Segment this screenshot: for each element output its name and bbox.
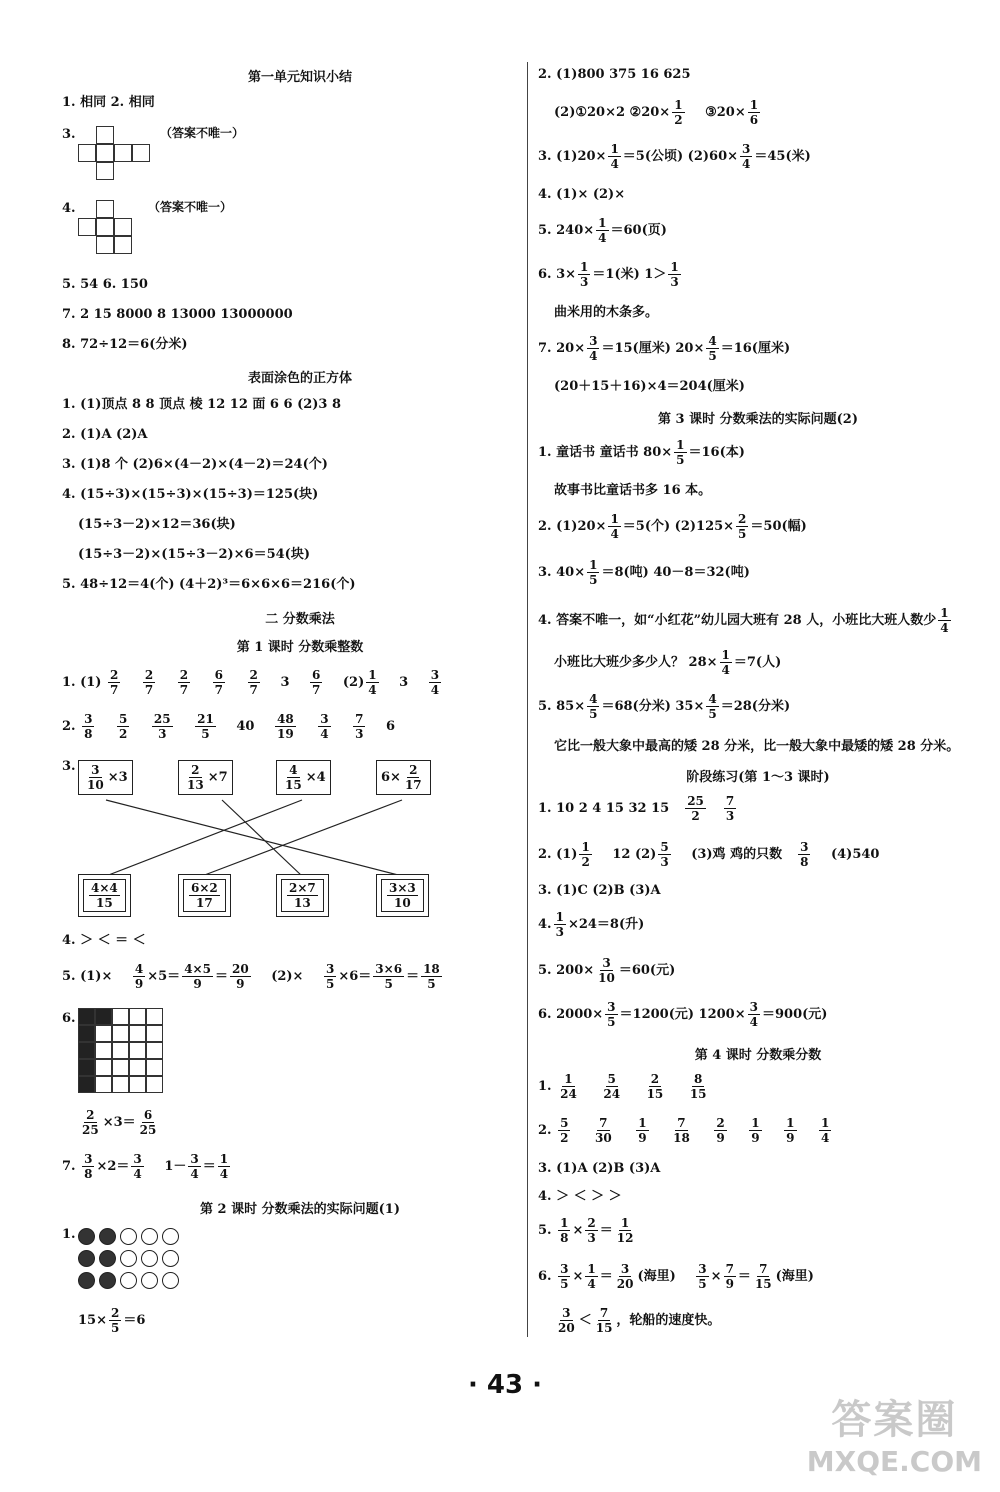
- answer-line-fractions: 2. (1)20× $\frac{1}{4}$ ＝5(个) (2)125× $\frac{2}{5}$ ＝50(幅): [538, 512, 807, 541]
- answer-line: (15÷3－2)×(15÷3－2)×6＝54(块): [78, 547, 310, 562]
- answer-label: 3.: [62, 127, 76, 142]
- answer-line: 4. ＞ ＜ ＞ ＞: [538, 1189, 622, 1204]
- section-title-stage-practice: 阶段练习(第 1～3 课时): [686, 770, 830, 785]
- grid-cell: [78, 1008, 95, 1025]
- answer-line: 3. (1)C (2)B (3)A: [538, 883, 661, 898]
- section-title-lesson3: 第 3 课时 分数乘法的实际问题(2): [658, 412, 858, 427]
- answer-line: 8. 72÷12＝6(分米): [62, 337, 188, 352]
- answer-line-fractions: 4. 答案不唯一，如“小红花”幼儿园大班有 28 人，小班比大班人数少 $\frac{1}{4}$: [538, 606, 949, 635]
- circle: [99, 1272, 116, 1289]
- circle: [78, 1250, 95, 1267]
- match-bottom-box-4: 3×3 10: [376, 874, 429, 917]
- grid-cell: [112, 1059, 129, 1076]
- grid-cell: [112, 1076, 129, 1093]
- answer-line: (15÷3－2)×12＝36(块): [78, 517, 236, 532]
- grid-cell: [78, 1059, 95, 1076]
- chapter-title-fraction-multiplication: 二 分数乘法: [265, 612, 335, 627]
- circle: [99, 1250, 116, 1267]
- answer-line-fractions: 2. $\frac{3}{8}$ $\frac{5}{2}$ $\frac{25}{3}$ $\frac{21}{5}$ 40 $\frac{48}{19}$ $\frac{3}{4}$ $\frac{7}{3}$ 6: [62, 712, 396, 741]
- answer-line-fractions: 3. (1)20× $\frac{1}{4}$ ＝5(公顷) (2)60× $\frac{3}{4}$ ＝45(米): [538, 142, 811, 171]
- circle: [162, 1272, 179, 1289]
- circle: [141, 1272, 158, 1289]
- answer-line-fractions: 小班比大班少多少人？ 28× $\frac{1}{4}$ ＝7(人): [554, 648, 782, 677]
- answer-line-fractions: (2)①20×2 ②20× $\frac{1}{2}$ ③20× $\frac{1}{6}$: [554, 98, 759, 127]
- circle: [120, 1272, 137, 1289]
- circle: [78, 1228, 95, 1245]
- answer-line-fractions: 5. (1)× $\frac{4}{9}$ ×5＝ $\frac{4\times 5}{9}$ ＝ $\frac{20}{9}$ (2)× $\frac{3}{5}$ ×6＝ $\frac{3\times 6}{5}$ ＝ $\frac{18}{5}$: [62, 962, 440, 991]
- grid-cell: [95, 1059, 112, 1076]
- answer-line-fractions: 15× $\frac{2}{5}$ ＝6: [78, 1306, 146, 1335]
- answer-line: 5. 48÷12＝4(个) (4＋2)³＝6×6×6＝216(个): [62, 577, 356, 592]
- answer-line: 4. (1)× (2)×: [538, 187, 626, 202]
- section-title-lesson2: 第 2 课时 分数乘法的实际问题(1): [200, 1202, 400, 1217]
- answer-line-fractions: 6. 3× $\frac{1}{3}$ ＝1(米) 1＞ $\frac{1}{3}$: [538, 260, 679, 289]
- circle: [162, 1228, 179, 1245]
- answer-line: 2. (1)800 375 16 625: [538, 67, 691, 82]
- grid-cell: [78, 1076, 95, 1093]
- answer-note: （答案不唯一）: [160, 126, 245, 140]
- answer-note: （答案不唯一）: [148, 200, 233, 214]
- match-bottom-box-2: 6×2 17: [178, 874, 231, 917]
- circle: [162, 1250, 179, 1267]
- answer-line: 7. 2 15 8000 8 13000 13000000: [62, 307, 293, 322]
- circle: [120, 1228, 137, 1245]
- grid-cell: [112, 1008, 129, 1025]
- answer-line: 曲米用的木条多。: [554, 305, 659, 320]
- section-title-painted-cube: 表面涂色的正方体: [247, 371, 352, 386]
- answer-line-fractions: 3. 40× $\frac{1}{5}$ ＝8(吨) 40－8＝32(吨): [538, 558, 750, 587]
- answer-line: 2. (1)A (2)A: [62, 427, 148, 442]
- circle: [120, 1250, 137, 1267]
- grid-cell: [112, 1025, 129, 1042]
- answer-line: 3. (1)8 个 (2)6×(4－2)×(4－2)＝24(个): [62, 457, 328, 472]
- answer-line-fractions: 5. 200× $\frac{3}{10}$ ＝60(元): [538, 956, 676, 985]
- answer-line-fractions: 7. 20× $\frac{3}{4}$ ＝15(厘米) 20× $\frac{4}{5}$ ＝16(厘米): [538, 334, 791, 363]
- answer-label: 3.: [62, 759, 76, 774]
- grid-cell: [112, 1042, 129, 1059]
- grid-cell: [146, 1059, 163, 1076]
- grid-cell: [95, 1076, 112, 1093]
- grid-cell: [78, 1025, 95, 1042]
- answer-line: (20＋15＋16)×4＝204(厘米): [554, 379, 745, 394]
- column-divider: [527, 62, 528, 1337]
- answer-line-fractions: 5. 85× $\frac{4}{5}$ ＝68(分米) 35× $\frac{4}{5}$ ＝28(分米): [538, 692, 791, 721]
- answer-line-fractions: 1. (1) $\frac{2}{7}$ $\frac{2}{7}$ $\frac{2}{7}$ $\frac{6}{7}$ $\frac{2}{7}$ 3 $\frac{6}{7}$ (2) $\frac{1}{4}$ 3 $\frac{3}{4}$: [62, 668, 440, 697]
- answer-line: 它比一般大象中最高的矮 28 分米，比一般大象中最矮的矮 28 分米。: [554, 739, 960, 754]
- answer-line-fractions: 2. (1) $\frac{1}{2}$ 12 (2) $\frac{5}{3}$ (3)鸡 鸡的只数 $\frac{3}{8}$ (4)540: [538, 840, 880, 869]
- circle: [78, 1272, 95, 1289]
- section-title-lesson1: 第 1 课时 分数乘整数: [236, 640, 364, 655]
- answer-line: 故事书比童话书多 16 本。: [554, 483, 712, 498]
- grid-cell: [129, 1059, 146, 1076]
- grid-cell: [146, 1008, 163, 1025]
- match-top-box-4: 6× 2 17: [376, 760, 431, 795]
- grid-cell: [129, 1076, 146, 1093]
- circle: [99, 1228, 116, 1245]
- answer-line-fractions: $\frac{2}{25}$ ×3＝ $\frac{6}{25}$: [82, 1108, 157, 1137]
- section-title-unit1-summary: 第一单元知识小结: [247, 70, 352, 85]
- grid-cell: [95, 1042, 112, 1059]
- circle: [141, 1228, 158, 1245]
- match-bottom-box-1: 4×4 15: [78, 874, 131, 917]
- match-top-box-2: 2 13 ×7: [178, 760, 233, 795]
- grid-cell: [146, 1025, 163, 1042]
- answer-line: 1. 相同 2. 相同: [62, 95, 155, 110]
- section-title-lesson4: 第 4 课时 分数乘分数: [694, 1048, 822, 1063]
- answer-line: 3. (1)A (2)B (3)A: [538, 1161, 661, 1176]
- grid-cell: [146, 1042, 163, 1059]
- watermark-logo: 答案圈 MXQE.COM: [806, 1397, 982, 1478]
- grid-cell: [95, 1025, 112, 1042]
- match-top-box-3: 4 15 ×4: [276, 760, 331, 795]
- grid-cell: [95, 1008, 112, 1025]
- answer-label: 4.: [62, 201, 76, 216]
- answer-line-fractions: 1. 10 2 4 15 32 15 $\frac{25}{2}$ $\frac{7}{3}$: [538, 794, 735, 823]
- answer-line-fractions: 5. 240× $\frac{1}{4}$ ＝60(页): [538, 216, 667, 245]
- answer-line: 4. (15÷3)×(15÷3)×(15÷3)＝125(块): [62, 487, 319, 502]
- grid-cell: [129, 1008, 146, 1025]
- answer-line-fractions: 4. $\frac{1}{3}$ ×24＝8(升): [538, 910, 645, 939]
- answer-line-fractions: 6. $\frac{3}{5}$ × $\frac{1}{4}$ ＝ $\frac{3}{20}$ (海里) $\frac{3}{5}$ × $\frac{7}{9}$ ＝ $\frac{7}{15}$ (海里): [538, 1262, 814, 1291]
- circle: [141, 1250, 158, 1267]
- grid-cell: [146, 1076, 163, 1093]
- answer-line-fractions: 5. $\frac{1}{8}$ × $\frac{2}{3}$ ＝ $\frac{1}{12}$: [538, 1216, 634, 1245]
- page-number: · 43 ·: [467, 1370, 543, 1400]
- match-bottom-box-3: 2×7 13: [276, 874, 329, 917]
- answer-line-fractions: 6. 2000× $\frac{3}{5}$ ＝1200(元) 1200× $\frac{3}{4}$ ＝900(元): [538, 1000, 828, 1029]
- grid-cell: [129, 1042, 146, 1059]
- answer-line: 4. ＞ ＜ ＝ ＜: [62, 933, 146, 948]
- answer-line-fractions: 1. 童话书 童话书 80× $\frac{1}{5}$ ＝16(本): [538, 438, 745, 467]
- answer-label: 6.: [62, 1011, 76, 1026]
- answer-line: 1. (1)顶点 8 8 顶点 棱 12 12 面 6 6 (2)3 8: [62, 397, 342, 412]
- grid-cell: [78, 1042, 95, 1059]
- grid-cell: [129, 1025, 146, 1042]
- answer-label: 1.: [62, 1227, 76, 1242]
- answer-line: 5. 54 6. 150: [62, 277, 148, 292]
- match-top-box-1: 3 10 ×3: [78, 760, 133, 795]
- answer-line-fractions: $\frac{3}{20}$ ＜ $\frac{7}{15}$ ，轮船的速度快。: [558, 1306, 721, 1335]
- answer-line-fractions: 1. $\frac{1}{24}$ $\frac{5}{24}$ $\frac{2}{15}$ $\frac{8}{15}$: [538, 1072, 707, 1101]
- answer-line-fractions: 7. $\frac{3}{8}$ ×2＝ $\frac{3}{4}$ 1－ $\frac{3}{4}$ ＝ $\frac{1}{4}$: [62, 1152, 229, 1181]
- answer-line-fractions: 2. $\frac{5}{2}$ $\frac{7}{30}$ $\frac{1}{9}$ $\frac{7}{18}$ $\frac{2}{9}$ $\frac{1}{9}$ $\frac{1}{9}$ $\frac{1}{4}$: [538, 1116, 830, 1145]
